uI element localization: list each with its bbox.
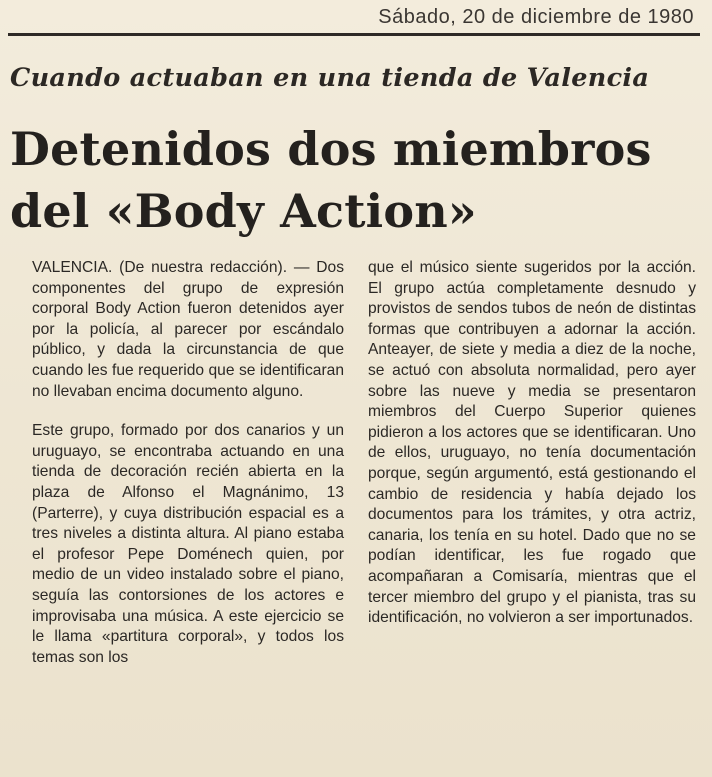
article-paragraph: Este grupo, formado por dos canarios y un uruguayo, se encontraba actuando en una tienda de decoración recién abierta en la plaza de Alfonso el Magnánimo, 13 (Parterre), y cuya distribución espacial es a tres niveles a distinta altura. Al piano estaba el profesor Pepe Doménech quien, por medio de un video instalado sobre el piano, seguía las contorsiones de los actores e improvisaba una música. A este ejercicio se le llama «partitura corporal», y todos los temas son los [32, 422, 344, 666]
header-rule [8, 33, 700, 36]
headline-line-2: del «Body Action» [10, 184, 477, 238]
article-column-right [368, 258, 696, 629]
article-paragraph: VALENCIA. (De nuestra redacción). — Dos componentes del grupo de expresión corporal Body Action fueron detenidos ayer por la policía, al parecer por escándalo público, y dada la circunstancia de que cuando les fue requerido que se identificaran no llevaban encima documento alguno. [32, 259, 344, 400]
article-kicker: Cuando actuaban en una tienda de Valencia [10, 63, 650, 93]
article-headline [10, 118, 700, 242]
article-column-left [32, 258, 344, 668]
headline-line-1: Detenidos dos miembros [10, 122, 652, 176]
dateline: Sábado, 20 de diciembre de 1980 [378, 6, 694, 28]
article-paragraph: que el músico siente sugeridos por la acción. El grupo actúa completamente desnudo y provistos de sendos tubos de neón de distintas formas que contribuyen a adornar la acción. Anteayer, de siete y media a diez de la noche, se actuó con absoluta normalidad, pero ayer sobre las nueve y media se presentaron miembros del Cuerpo Superior quienes pidieron a los actores que se identificaran. Uno de ellos, uruguayo, no tenía documentación porque, según argumentó, está gestionando el cambio de residencia y había dejado los documentos para los trámites, y otra actriz, canaria, los tenía en su hotel. Dado que no se podían identificar, les fue rogado que acompañaran a Comisaría, mientras que el tercer miembro del grupo y el pianista, tras su identificación, no volvieron a ser importunados. [368, 259, 696, 627]
